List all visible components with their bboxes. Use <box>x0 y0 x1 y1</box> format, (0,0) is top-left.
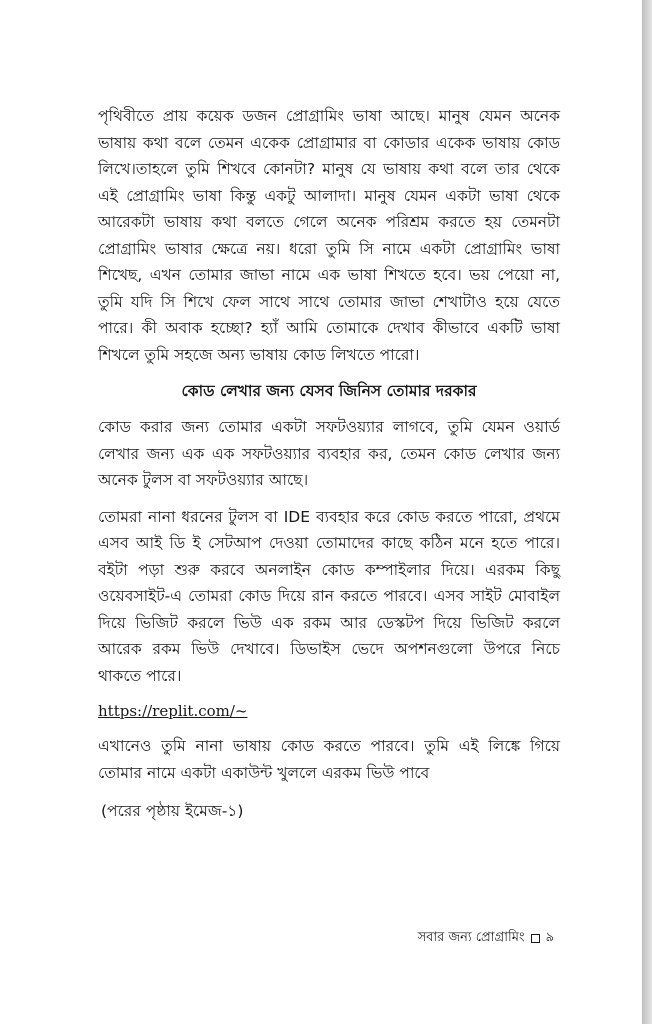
section-heading: কোড লেখার জন্য যেসব জিনিস তোমার দরকার <box>181 382 477 400</box>
page-spine-shadow <box>642 0 652 1024</box>
ide-paragraph: তোমরা নানা ধরনের টুলস বা IDE ব্যবহার করে কোড করতে পারো, প্রথমে এসব আই ডি ই সেটআপ দেওয়া তোমাদের কাছে কঠিন মনে হতে পারে। বইটা পড়া শুরু করবে অনলাইন কোড কম্পাইলার দিয়ে। এরকম কিছু ওয়েবসাইট-এ তোমরা কোড দিয়ে রান করতে পারবে। এসব সাইট মোবাইল দিয়ে ভিজিট করলে ভিউ এক রকম আর ডেস্কটপ দিয়ে ভিজিট করলে আরেক রকম ভিউ দেখাবে। ডিভাইস ভেদে অপশনগুলো উপরে নিচে থাকতে পারে। <box>98 507 560 685</box>
paragraph-gap <box>98 494 560 504</box>
here-paragraph: এখানেও তুমি নানা ভাষায় কোড করতে পারবে। তুমি এই লিঙ্কে গিয়ে তোমার নামে একটা একাউন্ট খুললে এরকম ভিউ পাবে <box>98 737 560 782</box>
footer-book-title: সবার জন্য প্রোগ্রামিং <box>417 930 525 945</box>
tools-paragraph: কোড করার জন্য তোমার একটা সফটওয়্যার লাগবে, তুমি যেমন ওয়ার্ড লেখার জন্য এক এক সফটওয়্যার ব্যবহার কর, তেমন কোড লেখার জন্য অনেক টুলস বা সফটওয়্যার আছে। <box>98 418 560 489</box>
replit-link[interactable]: https://replit.com/~ <box>98 702 248 720</box>
image-caption: (পরের পৃষ্ঠায় ইমেজ-১) <box>101 802 244 820</box>
page-content <box>98 103 560 824</box>
paragraph-gap <box>98 723 560 733</box>
intro-paragraph: পৃথিবীতে প্রায় কয়েক ডজন প্রোগ্রামিং ভাষা আছে। মানুষ যেমন অনেক ভাষায় কথা বলে তেমন একেক প্রোগ্রামার বা কোডার একেক ভাষায় কোড লিখে।তাহলে তুমি শিখবে কোনটা? মানুষ যে ভাষায় কথা বলে তার থেকে এই প্রোগ্রামিং ভাষা কিন্তু একটু আলাদা। মানুষ যেমন একটা ভাষা থেকে আরেকটা ভাষায় কথা বলতে গেলে অনেক পরিশ্রম করতে হয় তেমনটা প্রোগ্রামিং ভাষার ক্ষেত্রে নয়। ধরো তুমি সি নামে একটা প্রোগ্রামিং ভাষা শিখেছ, এখন তোমার জাভা নামে এক ভাষা শিখতে হবে। ভয় পেয়ো না, তুমি যদি সি শিখে ফেল সাথে সাথে তোমার জাভা শেখাটাও হয়ে যেতে পারে। কী অবাক হচ্ছো? হ্যাঁ আমি তোমাকে দেখাব কীভাবে একটি ভাষা শিখলে তুমি সহজে অন্য ভাষায় কোড লিখতে পারো। <box>98 107 560 364</box>
page-footer <box>418 928 554 948</box>
page-number: ৯ <box>545 930 554 945</box>
square-separator-icon <box>531 934 540 943</box>
